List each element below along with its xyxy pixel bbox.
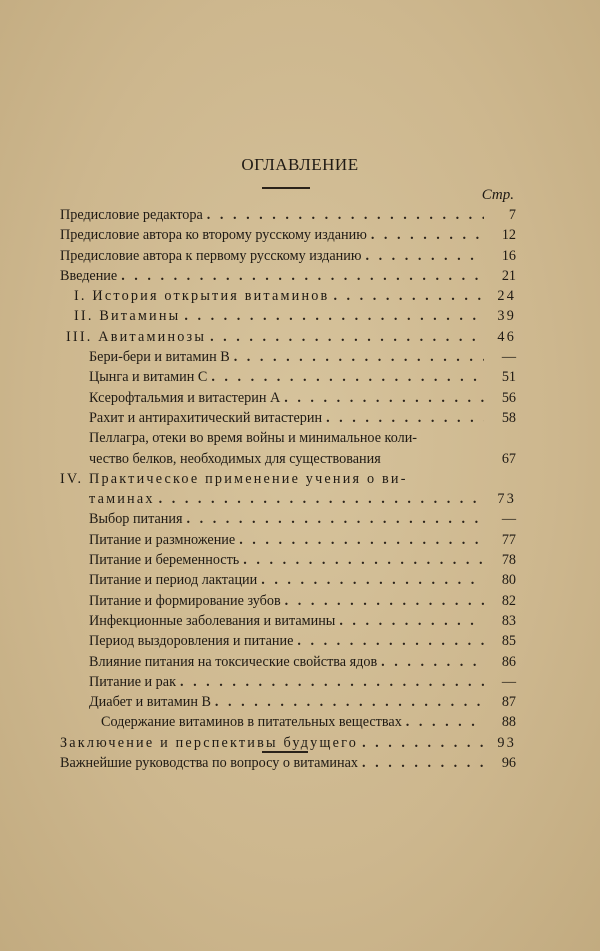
toc-chapter: I. История открытия витаминов . . . 24 <box>60 286 516 306</box>
toc-chapter: IV. Практическое применение учения о ви- <box>60 470 408 487</box>
toc-entry: Влияние питания на токсические свойства ядов . . . 86 <box>60 652 516 672</box>
toc-entry: Питание и формирование зубов . . . 82 <box>60 591 516 611</box>
toc-entry: чество белков, необходимых для существования 67 <box>89 450 516 467</box>
toc-entry: Питание и беременность . . . 78 <box>60 550 516 570</box>
toc-entry: Содержание витаминов в питательных веществах . . . 88 <box>60 712 516 732</box>
toc-entry: Период выздоровления и питание . . . 85 <box>60 631 516 651</box>
toc-chapter: Заключение и перспективы будущего . . . 93 <box>60 733 516 753</box>
toc-entry: Питание и период лактации . . . 80 <box>60 570 516 590</box>
toc-entry: Предисловие автора к первому русскому изданию . . . 16 <box>60 246 516 266</box>
toc-chapter: III. Авитаминозы . . . 46 <box>60 327 516 347</box>
toc-chapter: II. Витамины . . . 39 <box>60 306 516 326</box>
toc-entry: Питание и рак . . . — <box>60 672 516 692</box>
table-of-contents <box>60 205 516 773</box>
toc-entry: Пеллагра, отеки во время войны и минимальное коли- <box>89 430 418 447</box>
toc-entry: Предисловие автора ко второму русскому изданию . . . 12 <box>60 225 516 245</box>
toc-entry: Предисловие редактора . . . 7 <box>60 205 516 225</box>
end-divider <box>262 751 308 753</box>
toc-entry: Диабет и витамин В . . . 87 <box>60 692 516 712</box>
toc-entry: Введение . . . 21 <box>60 266 516 286</box>
toc-entry: Питание и размножение . . . 77 <box>60 530 516 550</box>
page-column-header: Стр. <box>481 187 514 203</box>
toc-entry: Рахит и антирахитический витастерин . . . 58 <box>60 408 516 428</box>
toc-entry: Цынга и витамин С . . . 51 <box>60 367 516 387</box>
toc-entry: Важнейшие руководства по вопросу о витаминах . . . 96 <box>60 753 516 773</box>
toc-entry: Ксерофтальмия и витастерин А . . . 56 <box>60 388 516 408</box>
toc-entry: Выбор питания . . . — <box>60 509 516 529</box>
toc-entry: Инфекционные заболевания и витамины . . . 83 <box>60 611 516 631</box>
title-divider <box>262 187 310 189</box>
toc-entry: Бери-бери и витамин В . . . — <box>60 347 516 367</box>
page-title: ОГЛАВЛЕНИЕ <box>241 155 359 174</box>
toc-chapter: таминах . . . 73 <box>60 489 516 509</box>
